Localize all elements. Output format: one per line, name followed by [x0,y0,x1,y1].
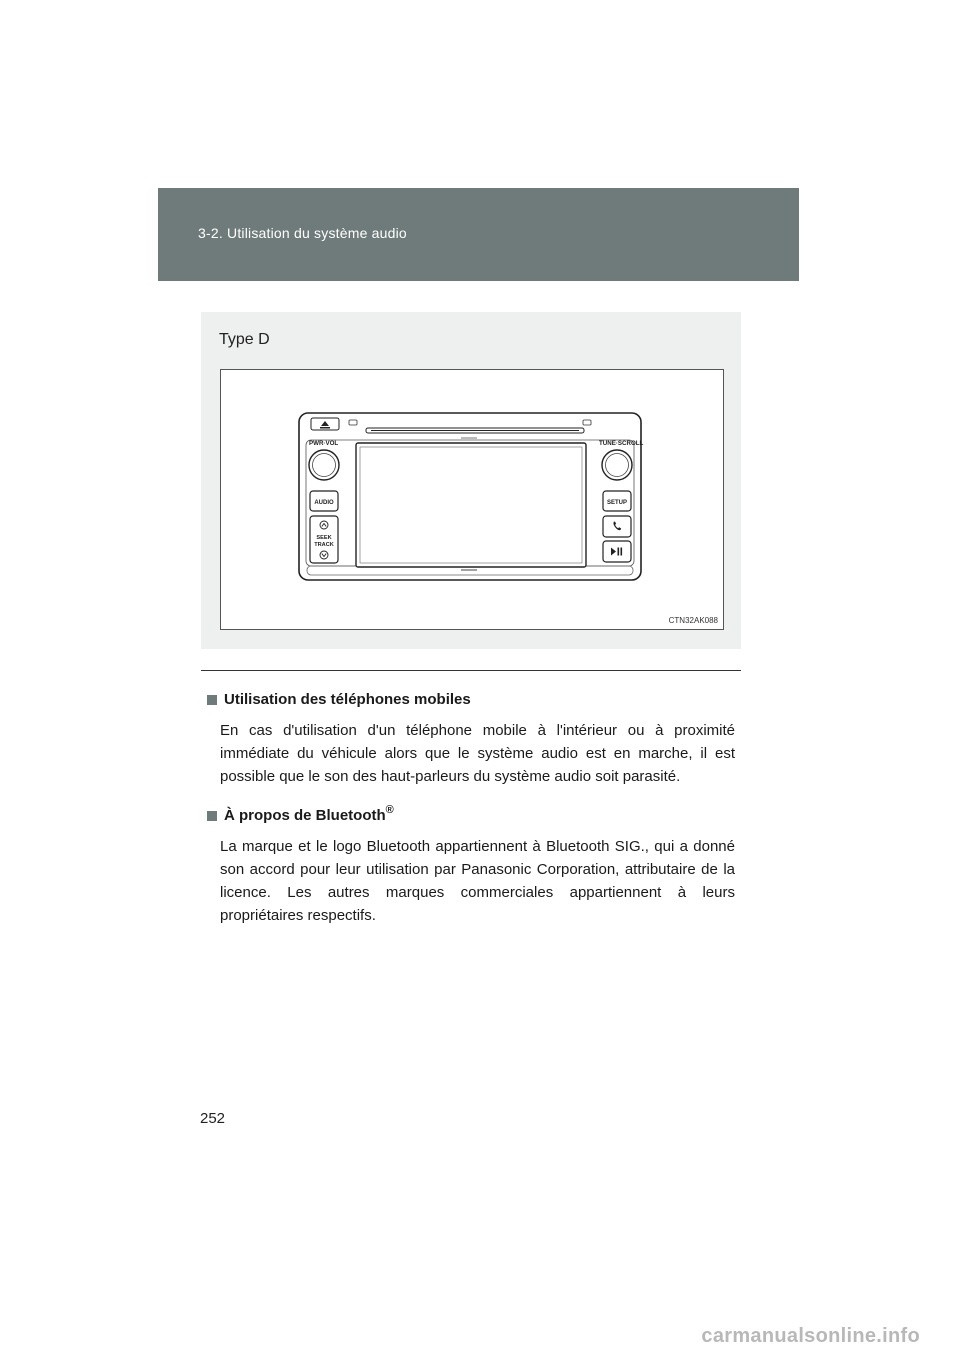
touch-screen [356,443,586,567]
pwr-vol-knob [309,450,339,480]
section-bluetooth [207,806,737,927]
square-bullet-icon [207,695,217,705]
section-body-text: En cas d'utilisation d'un téléphone mobile à l'intérieur ou à proximité immédiate du véhicule alors que le système audio est en marche, il est possible que le son des haut-parleurs du système audio soit parasité. [220,722,735,785]
registered-mark: ® [385,804,394,816]
section-divider [201,670,741,671]
figure-frame [220,369,724,630]
section-mobile-phones [207,690,737,788]
audio-head-unit-illustration [221,370,723,629]
section-heading-text: Utilisation des téléphones mobiles [224,691,471,708]
pwr-vol-label: PWR·VOL [309,440,339,447]
chapter-header-band [158,188,799,281]
tune-scroll-label: TUNE·SCROLL [599,440,644,447]
play-pause-button [603,541,631,562]
figure-type-label: Type D [219,331,270,348]
svg-text:AUDIO: AUDIO [314,500,334,506]
section-body-text: La marque et le logo Bluetooth appartiennent à Bluetooth SIG., qui a donné son accord pour leur utilisation par Panasonic Corporation, attributaire de la licence. Les autres marques commerciales appartiennent à leurs propriétaires respectifs. [220,838,735,924]
section-heading [207,806,737,826]
seek-up-icon [320,521,328,529]
tune-scroll-knob [602,450,632,480]
square-bullet-icon [207,811,217,821]
section-heading-text: À propos de Bluetooth® [224,804,394,824]
svg-text:SETUP: SETUP [606,500,628,506]
phone-button [603,516,631,537]
page-number: 252 [200,1110,226,1127]
svg-text:SEEK: SEEK [316,535,332,541]
figure-code: CTN32AK088 [668,616,718,625]
svg-text:TRACK: TRACK [314,542,334,548]
figure-panel [201,312,741,649]
section-title: 3-2. Utilisation du système audio [198,225,407,241]
watermark: carmanualsonline.info [701,1325,920,1347]
section-heading [207,690,737,710]
seek-down-icon [320,551,328,559]
